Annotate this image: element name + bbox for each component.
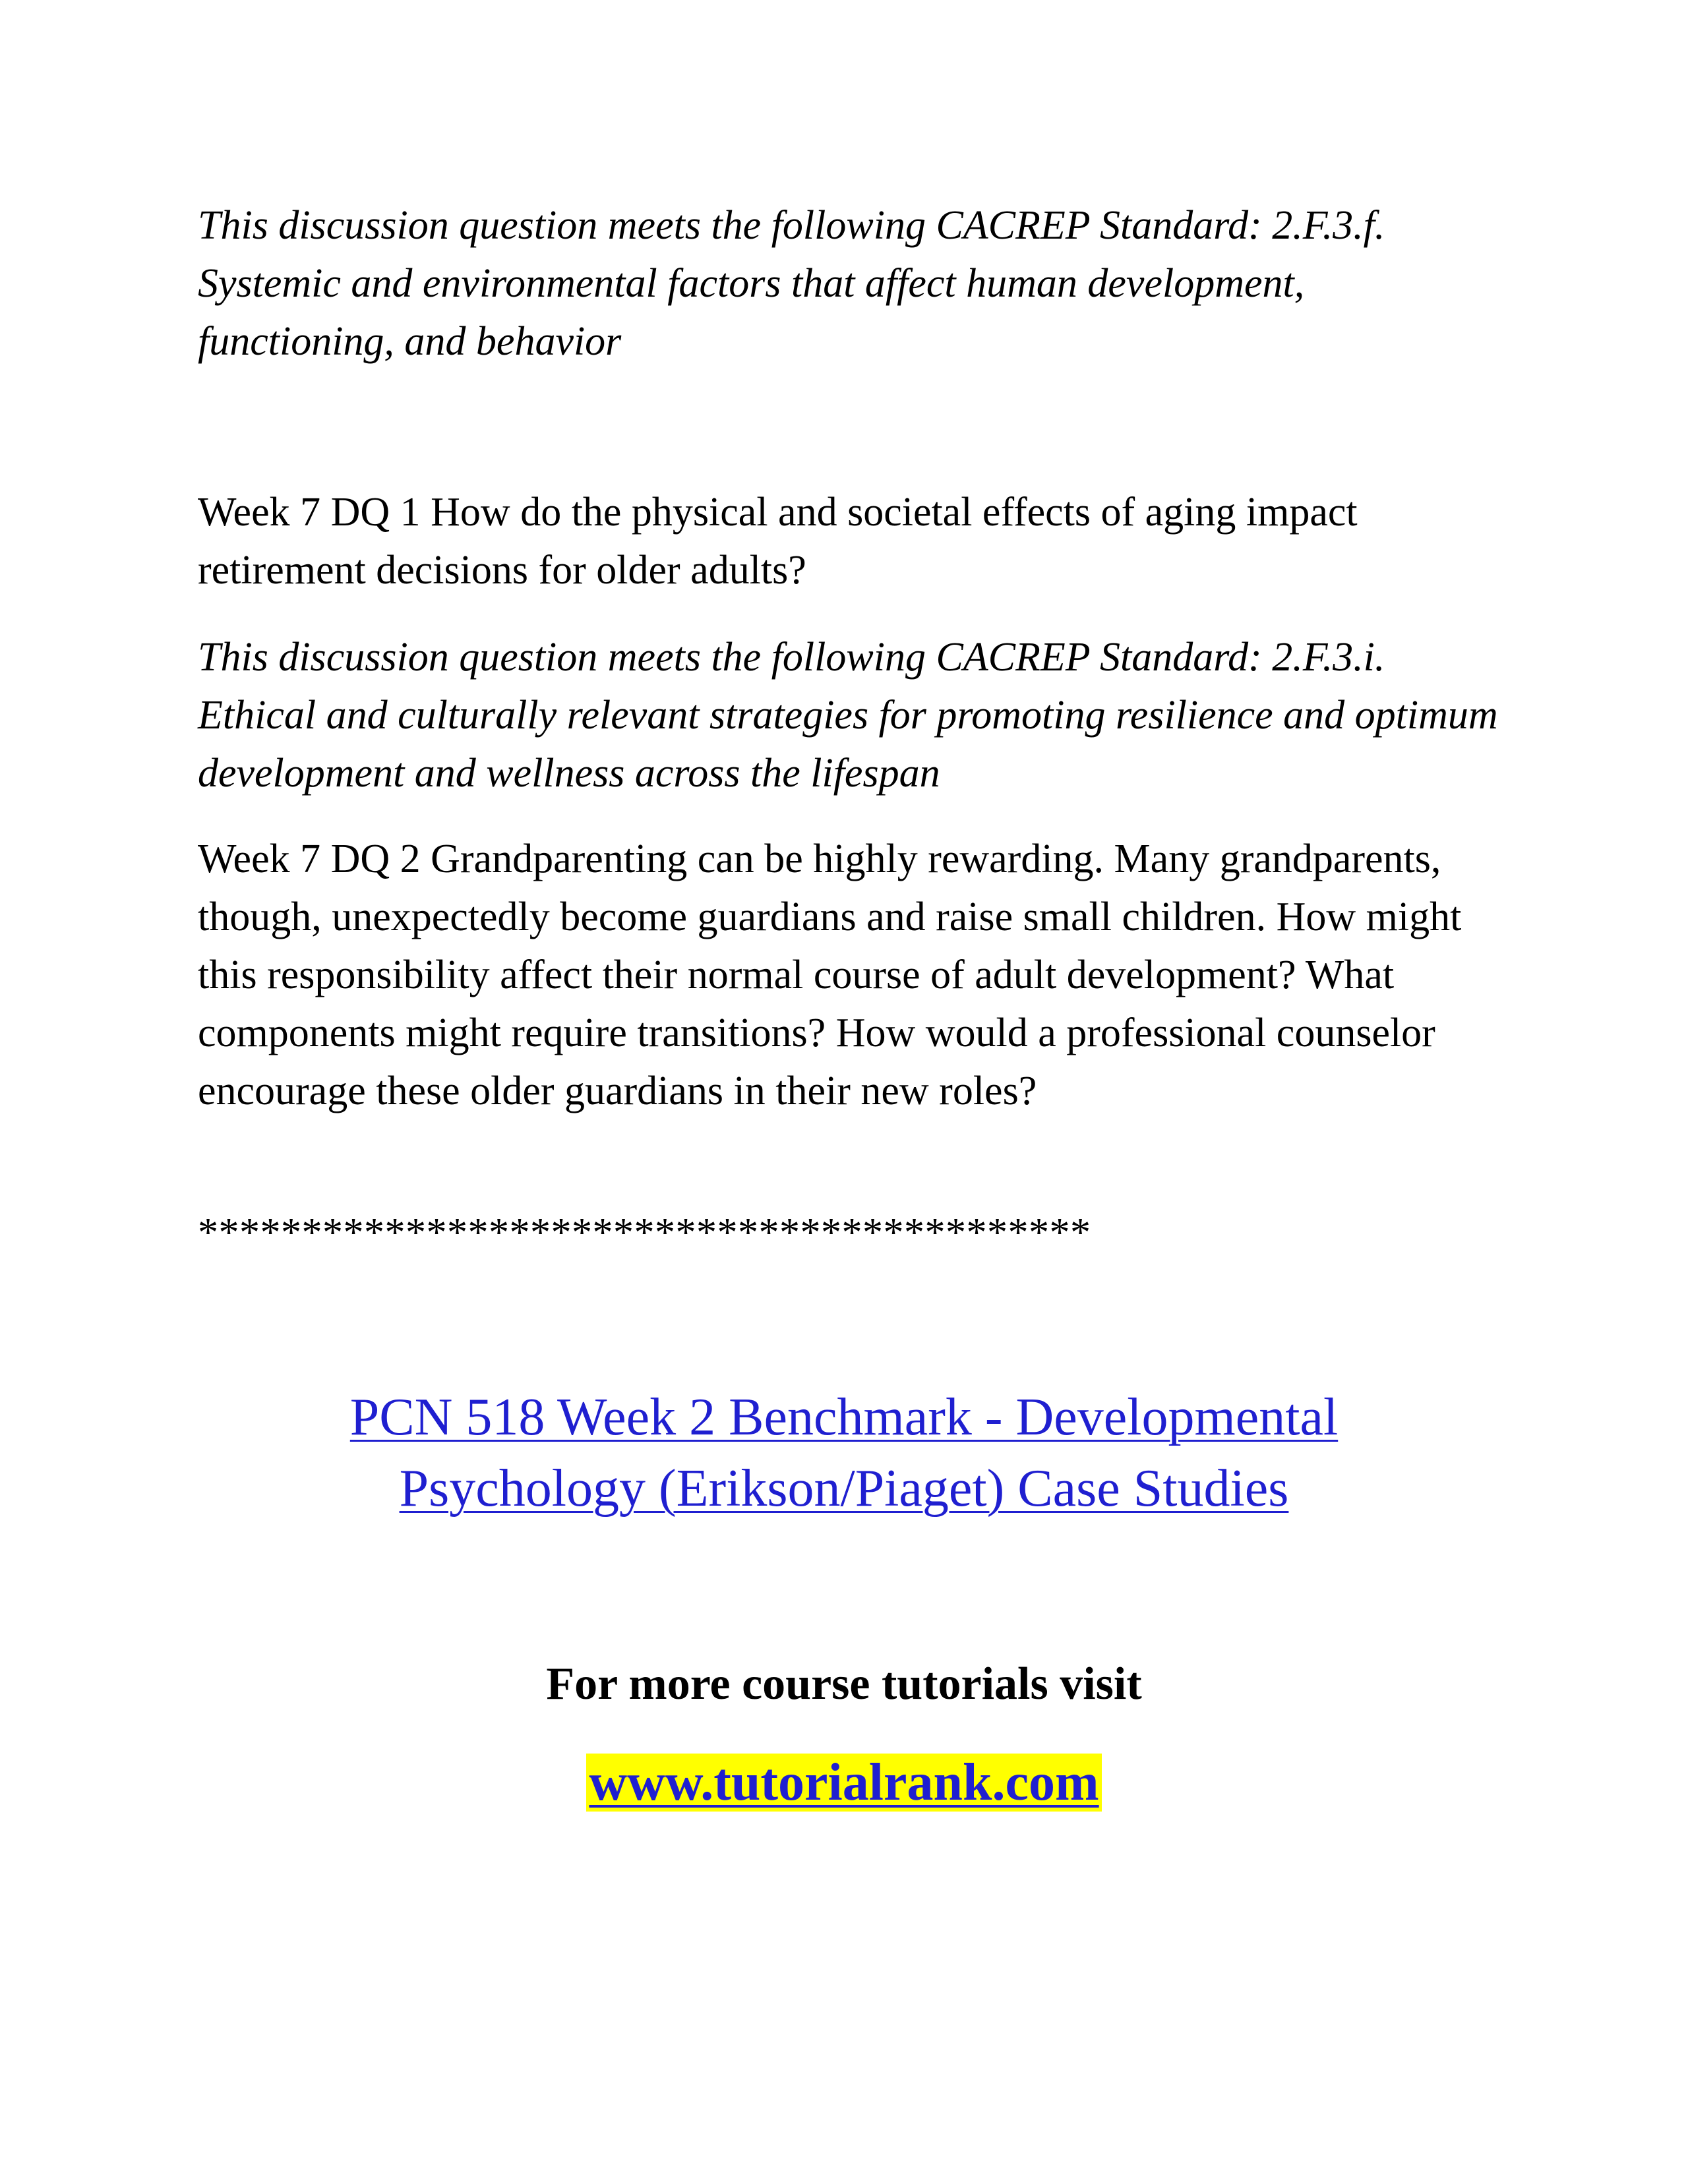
cacrep-standard-note-2f3i: This discussion question meets the following CACREP Standard: 2.F.3.i. Ethical and culturally relevant strategies for promoting resilience and optimum development and wellness across the lifespan	[198, 635, 1498, 796]
cacrep-standard-note-2f3f: This discussion question meets the following CACREP Standard: 2.F.3.f. Systemic and environmental factors that affect human development, functioning, and behavior	[198, 203, 1385, 364]
benchmark-link-line-1: PCN 518 Week 2 Benchmark - Developmental	[349, 1388, 1339, 1446]
tutorialrank-site-link[interactable]: www.tutorialrank.com	[586, 1754, 1101, 1812]
separator-asterisks: *******************************************	[198, 1210, 1091, 1255]
benchmark-link-line-2: Psychology (Erikson/Piaget) Case Studies	[399, 1460, 1289, 1518]
visit-prompt: For more course tutorials visit	[546, 1659, 1142, 1709]
benchmark-link-block	[0, 1382, 1688, 1524]
week7-dq2-question: Week 7 DQ 2 Grandparenting can be highly rewarding. Many grandparents, though, unexpectedly become guardians and raise small children. How might this responsibility affect their normal course of adult development? What components might require transitions? How would a professional counselor encourage these older guardians in their new roles?	[198, 837, 1462, 1113]
site-link-block	[0, 1748, 1688, 1817]
benchmark-link[interactable]	[350, 1388, 1338, 1518]
week7-dq1-question: Week 7 DQ 1 How do the physical and societal effects of aging impact retirement decisions for older adults?	[198, 490, 1358, 593]
